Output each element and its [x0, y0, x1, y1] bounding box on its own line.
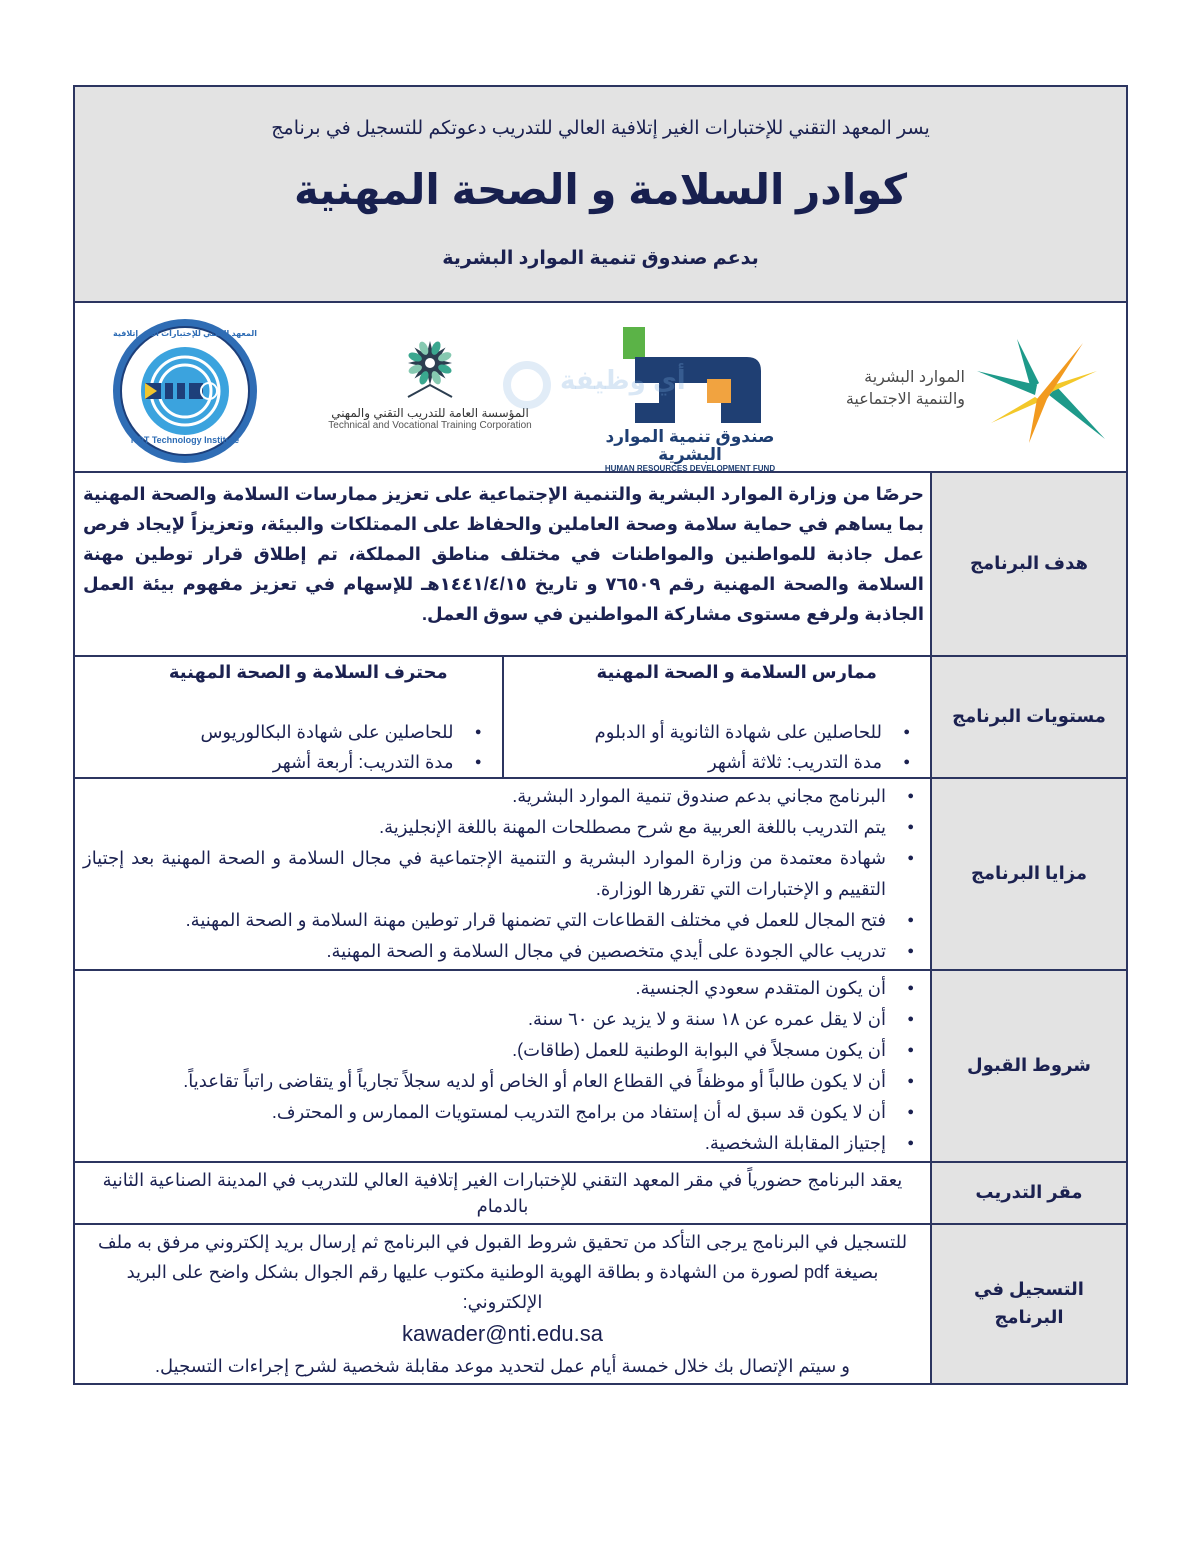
- tvtc-arabic: المؤسسة العامة للتدريب التقني والمهني: [331, 406, 529, 420]
- list-item: ● البرنامج مجاني بدعم صندوق تنمية الموارد البشرية.: [83, 781, 924, 812]
- header-intro: يسر المعهد التقني للإختبارات الغير إتلافية العالي للتدريب دعوتكم للتسجيل في برنامج: [271, 118, 930, 139]
- section-advantages: [75, 779, 1126, 971]
- list-item: ● أن لا يكون طالباً أو موظفاً في القطاع العام أو الخاص أو لديه سجلاً تجارياً أو يتقاضى راتباً تقاعدياً.: [83, 1066, 924, 1097]
- goal-label: هدف البرنامج: [930, 473, 1126, 655]
- hrdf-english: HUMAN RESOURCES DEVELOPMENT FUND: [604, 464, 776, 473]
- registration-content: [75, 1225, 930, 1383]
- list-item: ● يتم التدريب باللغة العربية مع شرح مصطلحات المهنة باللغة الإنجليزية.: [83, 812, 924, 843]
- section-location: [75, 1163, 1126, 1225]
- location-label: مقر التدريب: [930, 1163, 1126, 1223]
- flyer: [73, 85, 1128, 1385]
- registration-text: للتسجيل في البرنامج يرجى التأكد من تحقيق شروط القبول في البرنامج ثم إرسال بريد إلكتروني مرفق به ملف بصيغة pdf لصورة من الشهادة و بطاقة الهوية الوطنية مكتوب عليها رقم الجوال بشكل واضح على البريد الإلكتروني:: [97, 1232, 908, 1312]
- hrdf-mark-icon: [615, 327, 765, 423]
- section-goal: [75, 473, 1126, 657]
- conditions-label: شروط القبول: [930, 971, 1126, 1161]
- watermark: أي وظيفة: [560, 365, 686, 395]
- list-item: ● أن يكون مسجلاً في البوابة الوطنية للعمل (طاقات).: [83, 1035, 924, 1066]
- registration-label: التسجيل في البرنامج: [930, 1225, 1126, 1383]
- location-text: يعقد البرنامج حضورياً في مقر المعهد التقني للإختبارات الغير إتلافية العالي للتدريب في المدينة الصناعية الثانية بالدمام: [102, 1170, 903, 1216]
- list-item: ● للحاصلين على شهادة البكالوريوس: [85, 717, 492, 747]
- list-item: ● أن يكون المتقدم سعودي الجنسية.: [83, 973, 924, 1004]
- ministry-line1: الموارد البشرية: [864, 369, 965, 386]
- logos-row: [75, 303, 1126, 473]
- level-professional-title: محترف السلامة و الصحة المهنية: [168, 662, 448, 682]
- list-item: ● مدة التدريب: أربعة أشهر: [85, 747, 492, 777]
- registration-email-link[interactable]: kawader@nti.edu.sa: [402, 1321, 603, 1346]
- level-practitioner-title: ممارس السلامة و الصحة المهنية: [596, 662, 877, 682]
- tvtc-english: Technical and Vocational Training Corporation: [328, 420, 532, 431]
- hrdf-logo: [600, 327, 780, 473]
- tvtc-logo: [325, 333, 535, 443]
- level-professional: [75, 657, 504, 777]
- list-item: ● أن لا يقل عمره عن ١٨ سنة و لا يزيد عن ٦٠ سنة.: [83, 1004, 924, 1035]
- header-subtitle: بدعم صندوق تنمية الموارد البشرية: [442, 248, 759, 269]
- ministry-name: [845, 367, 965, 411]
- section-levels: [75, 657, 1126, 779]
- ministry-line2: والتنمية الاجتماعية: [845, 391, 965, 408]
- ministry-logo: [845, 339, 1115, 449]
- hrdf-arabic: صندوق تنمية الموارد البشرية: [605, 427, 775, 464]
- list-item: ● مدة التدريب: ثلاثة أشهر: [514, 747, 921, 777]
- list-item: ● تدريب عالي الجودة على أيدي متخصصين في مجال السلامة و الصحة المهنية.: [83, 936, 924, 967]
- nti-logo: [111, 317, 259, 465]
- list-item: ● شهادة معتمدة من وزارة الموارد البشرية و التنمية الإجتماعية في مجال السلامة و الصحة المهنية بعد إجتياز التقييم و الإختبارات التي تقررها الوزارة.: [83, 843, 924, 905]
- list-item: ● فتح المجال للعمل في مختلف القطاعات التي تضمنها قرار توطين مهنة السلامة و الصحة المهنية.: [83, 905, 924, 936]
- section-conditions: [75, 971, 1126, 1163]
- levels-table: [75, 657, 930, 777]
- section-registration: [75, 1225, 1126, 1383]
- nti-ring-text: NDT Technology Institute: [130, 435, 240, 445]
- registration-followup: و سيتم الإتصال بك خلال خمسة أيام عمل لتحديد موعد مقابلة شخصية لشرح إجراءات التسجيل.: [155, 1356, 850, 1376]
- page-title: كوادر السلامة و الصحة المهنية: [293, 166, 908, 213]
- advantages-content: [75, 779, 930, 969]
- list-item: ● إجتياز المقابلة الشخصية.: [83, 1128, 924, 1159]
- ministry-star-icon: [977, 339, 1107, 443]
- tvtc-star-icon: [398, 333, 462, 401]
- levels-label: مستويات البرنامج: [930, 657, 1126, 777]
- level-practitioner: [504, 657, 931, 777]
- advantages-label: مزايا البرنامج: [930, 779, 1126, 969]
- list-item: ● أن لا يكون قد سبق له أن إستفاد من برامج التدريب لمستويات الممارس و المحترف.: [83, 1097, 924, 1128]
- conditions-content: [75, 971, 930, 1161]
- header: [75, 87, 1126, 303]
- goal-text: حرصًا من وزارة الموارد البشرية والتنمية الإجتماعية على تعزيز ممارسات السلامة والصحة المهنية بما يساهم في حماية سلامة وصحة العاملين والحفاظ على الممتلكات والبيئة، وتعزيزاً لإيجاد فرص عمل جاذبة للمواطنين والمواطنات في مختلف مناطق المملكة، تم إطلاق قرار توطين مهنة السلامة والصحة المهنية رقم ٧٦٥٠٩ و تاريخ ١٤٤١/٤/١٥هـ للإسهام في تعزيز مفهوم بيئة العمل الجاذبة ولرفع مستوى مشاركة المواطنين في سوق العمل.: [83, 484, 924, 624]
- list-item: ● للحاصلين على شهادة الثانوية أو الدبلوم: [514, 717, 921, 747]
- nti-arabic-ring: المعهد التقني للإختبارات الغير إتلافية: [113, 329, 257, 338]
